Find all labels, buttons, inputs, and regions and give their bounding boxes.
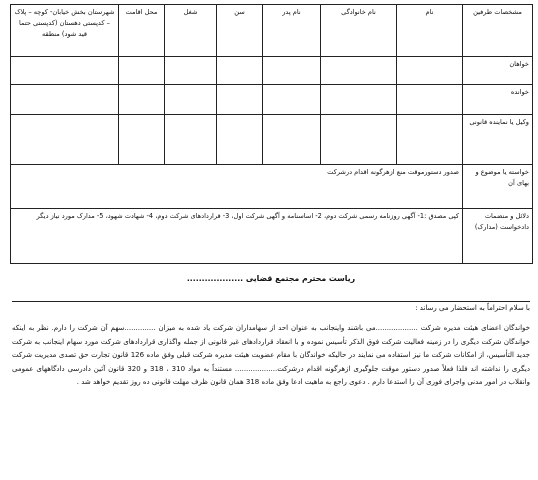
header-age: سن [217, 5, 263, 57]
defendant-cell[interactable] [165, 85, 217, 115]
attorney-row [11, 115, 533, 165]
header-first-name: نام [397, 5, 463, 57]
plaintiff-cell[interactable] [321, 57, 397, 85]
plaintiff-cell[interactable] [11, 57, 119, 85]
request-label: خواسته یا موضوع و بهای آن [463, 165, 533, 209]
defendant-row [11, 85, 533, 115]
evidence-row [11, 209, 533, 264]
petition-paragraph: خواندگان اعضای هیئت مدیره شرکت ...................می باشند واینجانب به عنوان احد از سهامداران شرکت یاد شده به میزان ..............سهم آن شرکت را دارم. نظر به اینکه خواندگان شرکت دیگری را در زمینه فعالیت شرکت فوق الذکر تأسیس نموده و با انعقاد قراردادهای غیر قانونی از جمله واگذاری قراردادهای شرکت مورد سهام اینجانب به شرکت جدید التأسیس، از امکانات شرکت ما نیز استفاده می نمایند در حالیکه خواندگان با مقام عضویت هیئت مدیره شرکت قبلی وفق ماده 126 قانون تجارت حق تصدی مدیریت شرکت دیگری را نداشته اند فلذا فعلاً صدور دستور موقت جلوگیری ازهرگونه اقدام درشرکت................... مستنداً به مواد 310 ، 318 و 320 قانون آئین دادرسی دادگاههای عمومی وانقلاب در امور مدنی واجرای فوری آن را استدعا دارم . دعوی راجع به ماهیت ادعا وفق ماده 318 همان قانون ظرف مهلت قانونی ده روز تقدیم خواهد شد . [12, 324, 531, 387]
attorney-cell[interactable] [263, 115, 321, 165]
defendant-cell[interactable] [263, 85, 321, 115]
greeting-text: با سلام احتراماً به استحضار می رساند : [415, 304, 530, 312]
defendant-cell[interactable] [119, 85, 165, 115]
defendant-cell[interactable] [397, 85, 463, 115]
header-residence: محل اقامت [119, 5, 165, 57]
petition-body [12, 268, 530, 390]
request-value[interactable]: صدور دستورموقت منع ازهرگونه اقدام درشرکت [11, 165, 463, 209]
attorney-cell[interactable] [321, 115, 397, 165]
plaintiff-cell[interactable] [217, 57, 263, 85]
header-job: شغل [165, 5, 217, 57]
plaintiff-label: خواهان [463, 57, 533, 85]
plaintiff-cell[interactable] [263, 57, 321, 85]
attorney-cell[interactable] [11, 115, 119, 165]
header-party: مشخصات طرفین [463, 5, 533, 57]
attorney-label: وکیل یا نماینده قانونی [463, 115, 533, 165]
plaintiff-cell[interactable] [397, 57, 463, 85]
defendant-label: خوانده [463, 85, 533, 115]
defendant-cell[interactable] [217, 85, 263, 115]
defendant-cell[interactable] [11, 85, 119, 115]
header-last-name: نام خانوادگی [321, 5, 397, 57]
attorney-cell[interactable] [397, 115, 463, 165]
header-address: شهرستان بخش خیابان- کوچه – پلاک – کدپستی دهستان (کدپستی حتما قید شود) منطقه [11, 5, 119, 57]
plaintiff-cell[interactable] [165, 57, 217, 85]
attorney-cell[interactable] [165, 115, 217, 165]
parties-table [10, 4, 533, 264]
attorney-cell[interactable] [119, 115, 165, 165]
plaintiff-cell[interactable] [119, 57, 165, 85]
attorney-cell[interactable] [217, 115, 263, 165]
evidence-label: دلائل و منضمات دادخواست (مدارک) [463, 209, 533, 264]
addressee-title: ریاست محترم مجتمع قضایی ................... [186, 274, 356, 283]
request-row [11, 165, 533, 209]
plaintiff-row [11, 57, 533, 85]
header-father-name: نام پدر [263, 5, 321, 57]
header-row [11, 5, 533, 57]
defendant-cell[interactable] [321, 85, 397, 115]
evidence-value[interactable]: کپی مصدق :1- آگهی روزنامه رسمی شرکت دوم، 2- اساسنامه و آگهی شرکت اول، 3- قراردادهای شرکت دوم، 4- شهادت شهود، 5- مدارک مورد نیاز دیگر [11, 209, 463, 264]
